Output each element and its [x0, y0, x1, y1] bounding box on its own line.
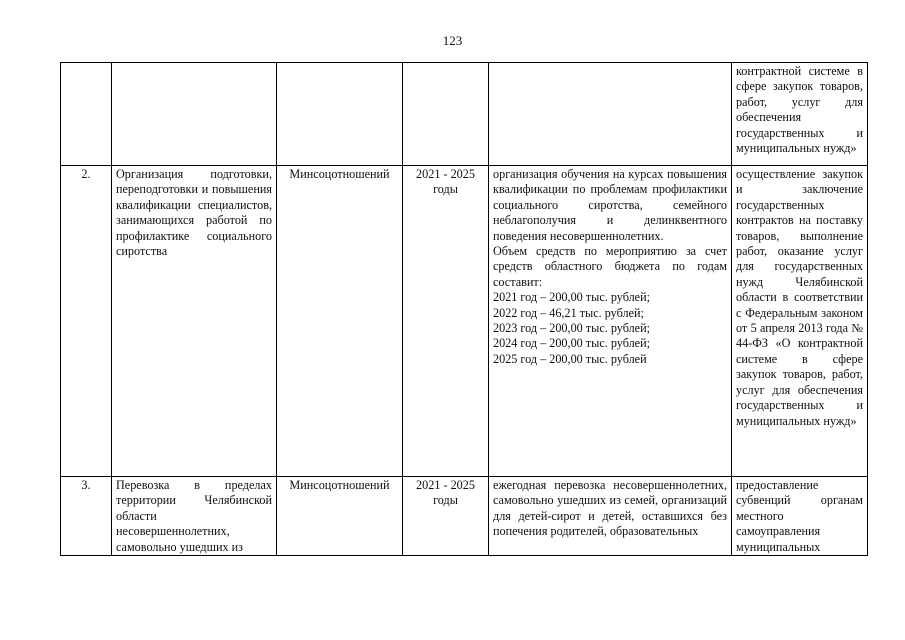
- page-number: 123: [442, 33, 463, 48]
- mechanism-cell: осуществление закупок и заключение государственных контрактов на поставку товаров, выполнение работ, оказание услуг для государственных нужд Челябинской области в соответствии с Федеральным законом от 5 апреля 2013 года № 44-ФЗ «О контрактной системе в сфере закупок товаров, работ, услуг для обеспечения государственных и муниципальных нужд»: [732, 166, 868, 477]
- table-row: [61, 63, 868, 166]
- period-cell: 2021 - 2025 годы: [403, 477, 489, 556]
- responsible-cell: Минсоцотношений: [277, 166, 403, 477]
- measure-cell: Организация подготовки, переподготовки и повышения квалификации специалистов, занимающихся работой по профилактике социального сиротства: [112, 166, 277, 477]
- measure-cell: Перевозка в пределах территории Челябинской области несовершеннолетних, самовольно ушедших из: [112, 477, 277, 556]
- content-paragraph: ежегодная перевозка несовершеннолетних, самовольно ушедших из семей, организаций для детей-сирот и детей, оставшихся без попечения родителей, образовательных: [493, 478, 727, 539]
- period-cell: [403, 63, 489, 166]
- responsible-cell: [277, 63, 403, 166]
- period-cell: 2021 - 2025 годы: [403, 166, 489, 477]
- content-paragraph: Объем средств по мероприятию за счет средств областного бюджета по годам составит:: [493, 244, 727, 289]
- program-measures-table: [60, 62, 868, 556]
- mechanism-cell: контрактной системе в сфере закупок товаров, работ, услуг для обеспечения государственных и муниципальных нужд»: [732, 63, 868, 166]
- content-paragraph: организация обучения на курсах повышения квалификации по проблемам профилактики социального сиротства, семейного неблагополучия и делинквентного поведения несовершеннолетних.: [493, 167, 727, 243]
- responsible-cell: Минсоцотношений: [277, 477, 403, 556]
- funding-line: 2023 год – 200,00 тыс. рублей;: [493, 321, 650, 336]
- row-number-cell: [61, 63, 112, 166]
- measure-cell: [112, 63, 277, 166]
- content-cell: [489, 166, 732, 477]
- row-number-cell: 2.: [61, 166, 112, 477]
- funding-line: 2025 год – 200,00 тыс. рублей: [493, 351, 647, 366]
- content-cell: [489, 63, 732, 166]
- table-row: [61, 166, 868, 477]
- table-row: [61, 477, 868, 556]
- row-number-cell: 3.: [61, 477, 112, 556]
- funding-line: 2021 год – 200,00 тыс. рублей;: [493, 290, 650, 305]
- funding-line: 2022 год – 46,21 тыс. рублей;: [493, 305, 644, 320]
- content-cell: [489, 477, 732, 556]
- funding-line: 2024 год – 200,00 тыс. рублей;: [493, 336, 650, 351]
- mechanism-cell: предоставление субвенций органам местного самоуправления муниципальных: [732, 477, 868, 556]
